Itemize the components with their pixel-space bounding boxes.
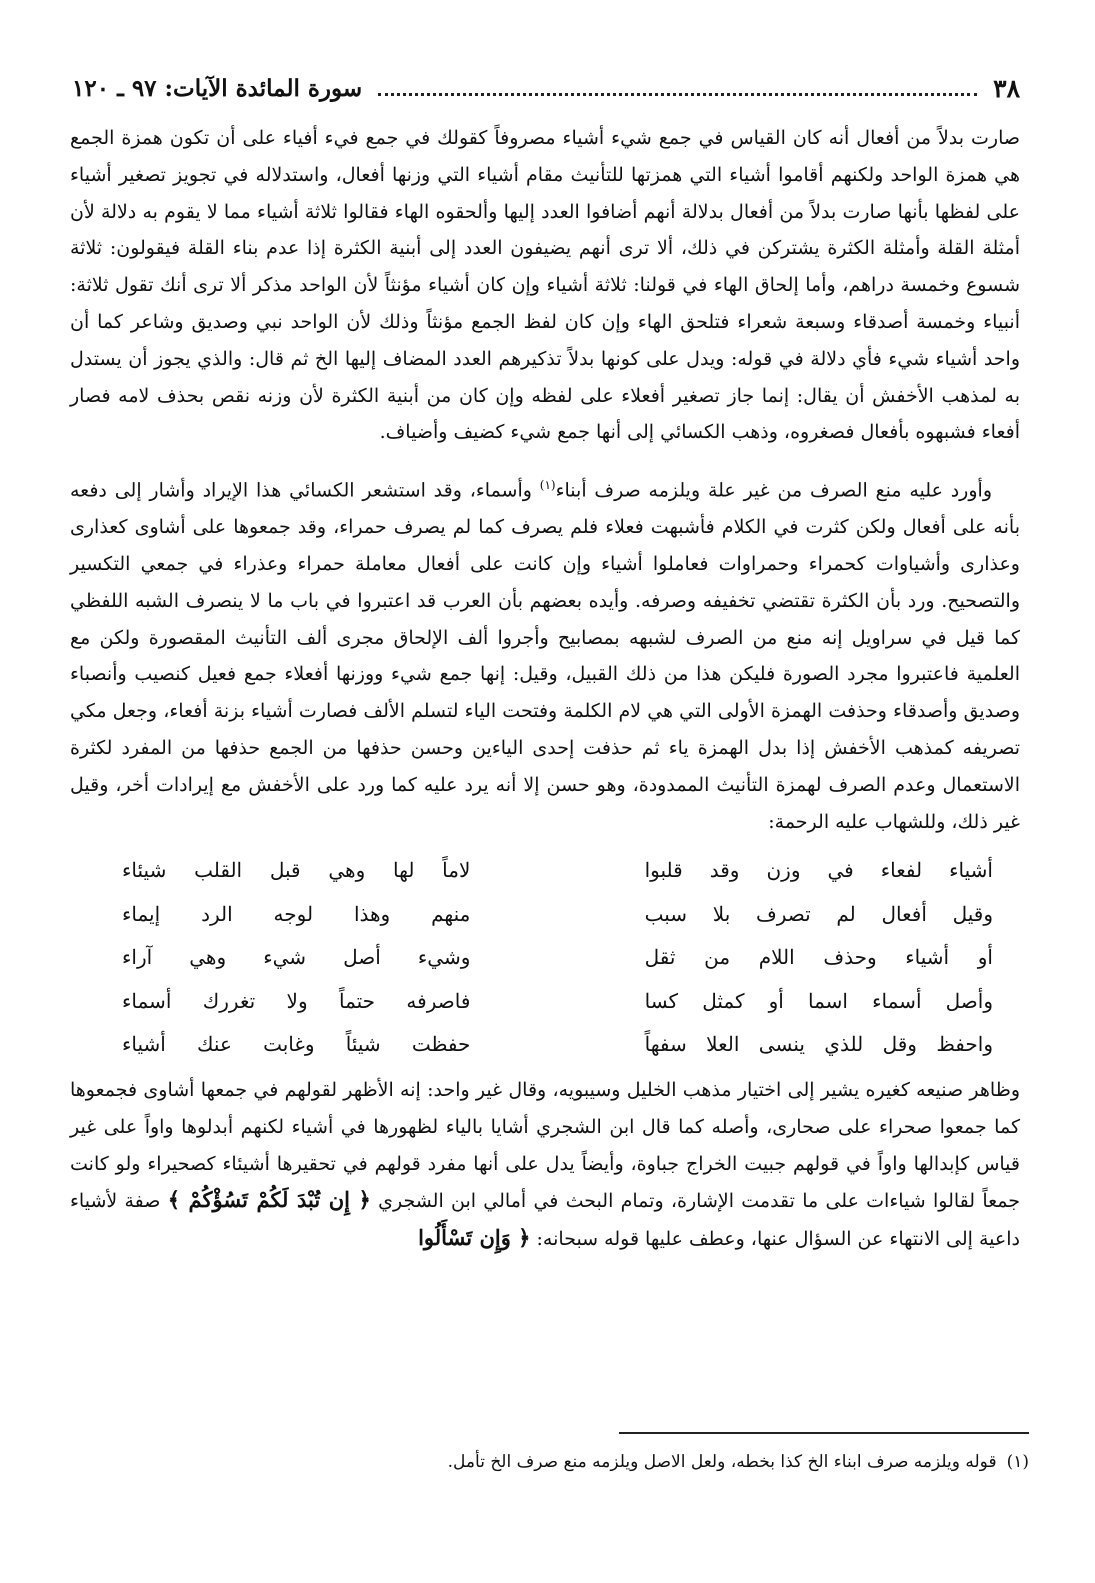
verse-second-hemistich: فاصرفه حتماً ولا تغررك أسماء [122,988,471,1013]
verse-first-hemistich: وأصل أسماء اسما أو كمثل كسا [644,988,993,1013]
verse-first-hemistich: واحفظ وقل للذي ينسى العلا سفهاً [644,1032,993,1057]
footnote-separator [619,1432,1029,1434]
verse-line [122,935,993,979]
footnote-text: قوله ويلزمه صرف ابناء الخ كذا بخطه، ولعل الاصل ويلزمه منع صرف الخ تأمل. [447,1452,997,1472]
verse-first-hemistich: وقيل أفعال لم تصرف بلا سبب [644,901,993,926]
body-paragraph-1: صارت بدلاً من أفعال أنه كان القياس في جمع شيء أشياء مصروفاً كقولك في جمع فيء أفياء على أن تكون همزة الجمع هي همزة الواحد ولكنهم أقاموا أشياء التي همزتها للتأنيث مقام أشياء التي وزنها أفعال، واستدلاله في تجويز تصغير أشياء على لفظها بأنها صارت بدلاً من أفعال بدلالة أنهم أضافوا العدد إليها وألحقوه الهاء فقالوا ثلاثة أشياء مما لا يقوم به دلالة لأن أمثلة القلة وأمثلة الكثرة يشتركن في ذلك، ألا ترى أنهم يضيفون العدد إلى أبنية الكثرة إذا عدم بناء القلة فيقولون: ثلاثة شسوع وخمسة دراهم، وأما إلحاق الهاء في قولنا: ثلاثة أشياء وإن كان أشياء مؤنثاً لأن الواحد مذكر ألا ترى أنك تقول ثلاثة: أنبياء وخمسة أصدقاء وسبعة شعراء فتلحق الهاء وإن كان لفظ الجمع مؤنثاً وذلك لأن الواحد نبي وصديق وشاعر كما أن واحد أشياء شيء فأي دلالة في قوله: ويدل على كونها بدلاً تذكيرهم العدد المضاف إليها الخ ثم قال: والذي يجوز أن يستدل به لمذهب الأخفش أن يقال: إنما جاز تصغير أفعلاء على لفظه وإن كان من أبنية الكثرة لأن وزنه نقص بحذف لامه فصار أفعاء فشبهوه بأفعال فصغروه، وذهب الكسائي إلى أنها جمع شيء كضيف وأضياف. [70,127,1020,444]
footnote-marker: (١) [1006,1452,1029,1472]
page-number: ٣٨ [993,73,1020,103]
paragraph-3-text: وظاهر صنيعه كغيره يشير إلى اختيار مذهب الخليل وسيبويه، وقال غير واحد: إنه الأظهر لقولهم في جمعها أشاوى فجمعوها كما جمعوا صحراء على صحارى، وأصله كما قال ابن الشجري أشايا بالياء لظهورها في أشياء لكنهم أبدلوها واواً على غير قياس كإبدالها واواً في قولهم جبيت الخراج جباوة، وأيضاً يدل على أنها مفرد قولهم في تحقيرها أشيئاء كصحيراء ولو كانت جمعاً لقالوا شياءات على ما تقدمت الإشارة، وتمام البحث في أمالي ابن الشجري [70,1078,1021,1213]
verse-second-hemistich: وشيء أصل شيء وهي آراء [122,945,471,970]
verse-first-hemistich: أو أشياء وحذف اللام من ثقل [644,945,993,970]
body-paragraph-2 [62,467,1033,840]
poem-block [62,848,1033,1066]
footnote [448,1452,1029,1472]
quran-quote: ﴿ إِن تُبْدَ لَكُمْ تَسُؤْكُمْ ﴾ [167,1187,371,1213]
verse-line [122,979,993,1023]
header-dotted-leader [378,93,977,96]
verse-line [122,848,993,892]
verse-line [122,892,993,936]
running-header [72,62,1020,114]
verse-second-hemistich: لاماً لها وهي قبل القلب شيئاء [122,858,471,883]
verse-first-hemistich: أشياء لفعاء في وزن وقد قلبوا [644,858,993,883]
verse-second-hemistich: حفظت شيئاً وغابت عنك أشياء [122,1032,471,1057]
paragraph-2-text: وأسماء، وقد استشعر الكسائي هذا الإيراد وأشار إلى دفعه بأنه على أفعال ولكن كثرت في الكلام فأشبهت فعلاء فلم يصرف كما لم يصرف حمراء، وقد جمعوها على أشاوى كعذارى وعذارى وأشياوات كحمراء وحمراوات فعاملوا أشياء وإن كانت على أفعال معاملة حمراء وعذراء في جمعي التكسير والتصحيح. ورد بأن الكثرة تقتضي تخفيفه وصرفه. وأيده بعضهم بأن العرب قد اعتبروا في باب ما لا ينصرف الشبه اللفظي كما قيل في سراويل إنه منع من الصرف لشبهه بمصابيح وأجروا ألف الإلحاق مجرى ألف التأنيث المقصورة ولكن مع العلمية فاعتبروا مجرد الصورة فليكن هذا من ذلك القبيل، وقيل: إنها جمع شيء ووزنها أفعلاء جمع فعيل كنصيب وأنصباء وصديق وأصدقاء وحذفت الهمزة الأولى التي هي لام الكلمة وفتحت الياء لتسلم الألف فصارت أشياء بزنة أفعاء، وجعل مكي تصريفه كمذهب الأخفش إذا بدل الهمزة ياء ثم حذفت إحدى الياءين وحسن حذفها من الجمع حذفها من المفرد لكثرة الاستعمال وعدم الصرف لهمزة التأنيث الممدودة، وهو حسن إلا أنه يرد عليه كما ورد على الأخفش مع إيرادات أخر، وقيل غير ذلك، وللشهاب عليه الرحمة: [70,479,1020,833]
verse-second-hemistich: منهم وهذا لوجه الرد إيماء [122,901,471,926]
quran-quote: ﴿ وَإِن تَسْأَلُوا [418,1225,531,1251]
verse-line [122,1022,993,1066]
paragraph-3-continuation: صفة لأشياء داعية إلى الانتهاء عن السؤال عنها، وعطف عليها قوله سبحانه: [70,1190,1020,1251]
paragraph-2-lead: وأورد عليه منع الصرف من غير علة ويلزمه صرف أبناء [555,479,992,502]
footnote-reference[interactable]: (١) [539,478,556,493]
surah-title: سورة المائدة الآيات: ٩٧ ـ ١٢٠ [72,74,363,102]
body-paragraph-3 [62,1072,1033,1258]
